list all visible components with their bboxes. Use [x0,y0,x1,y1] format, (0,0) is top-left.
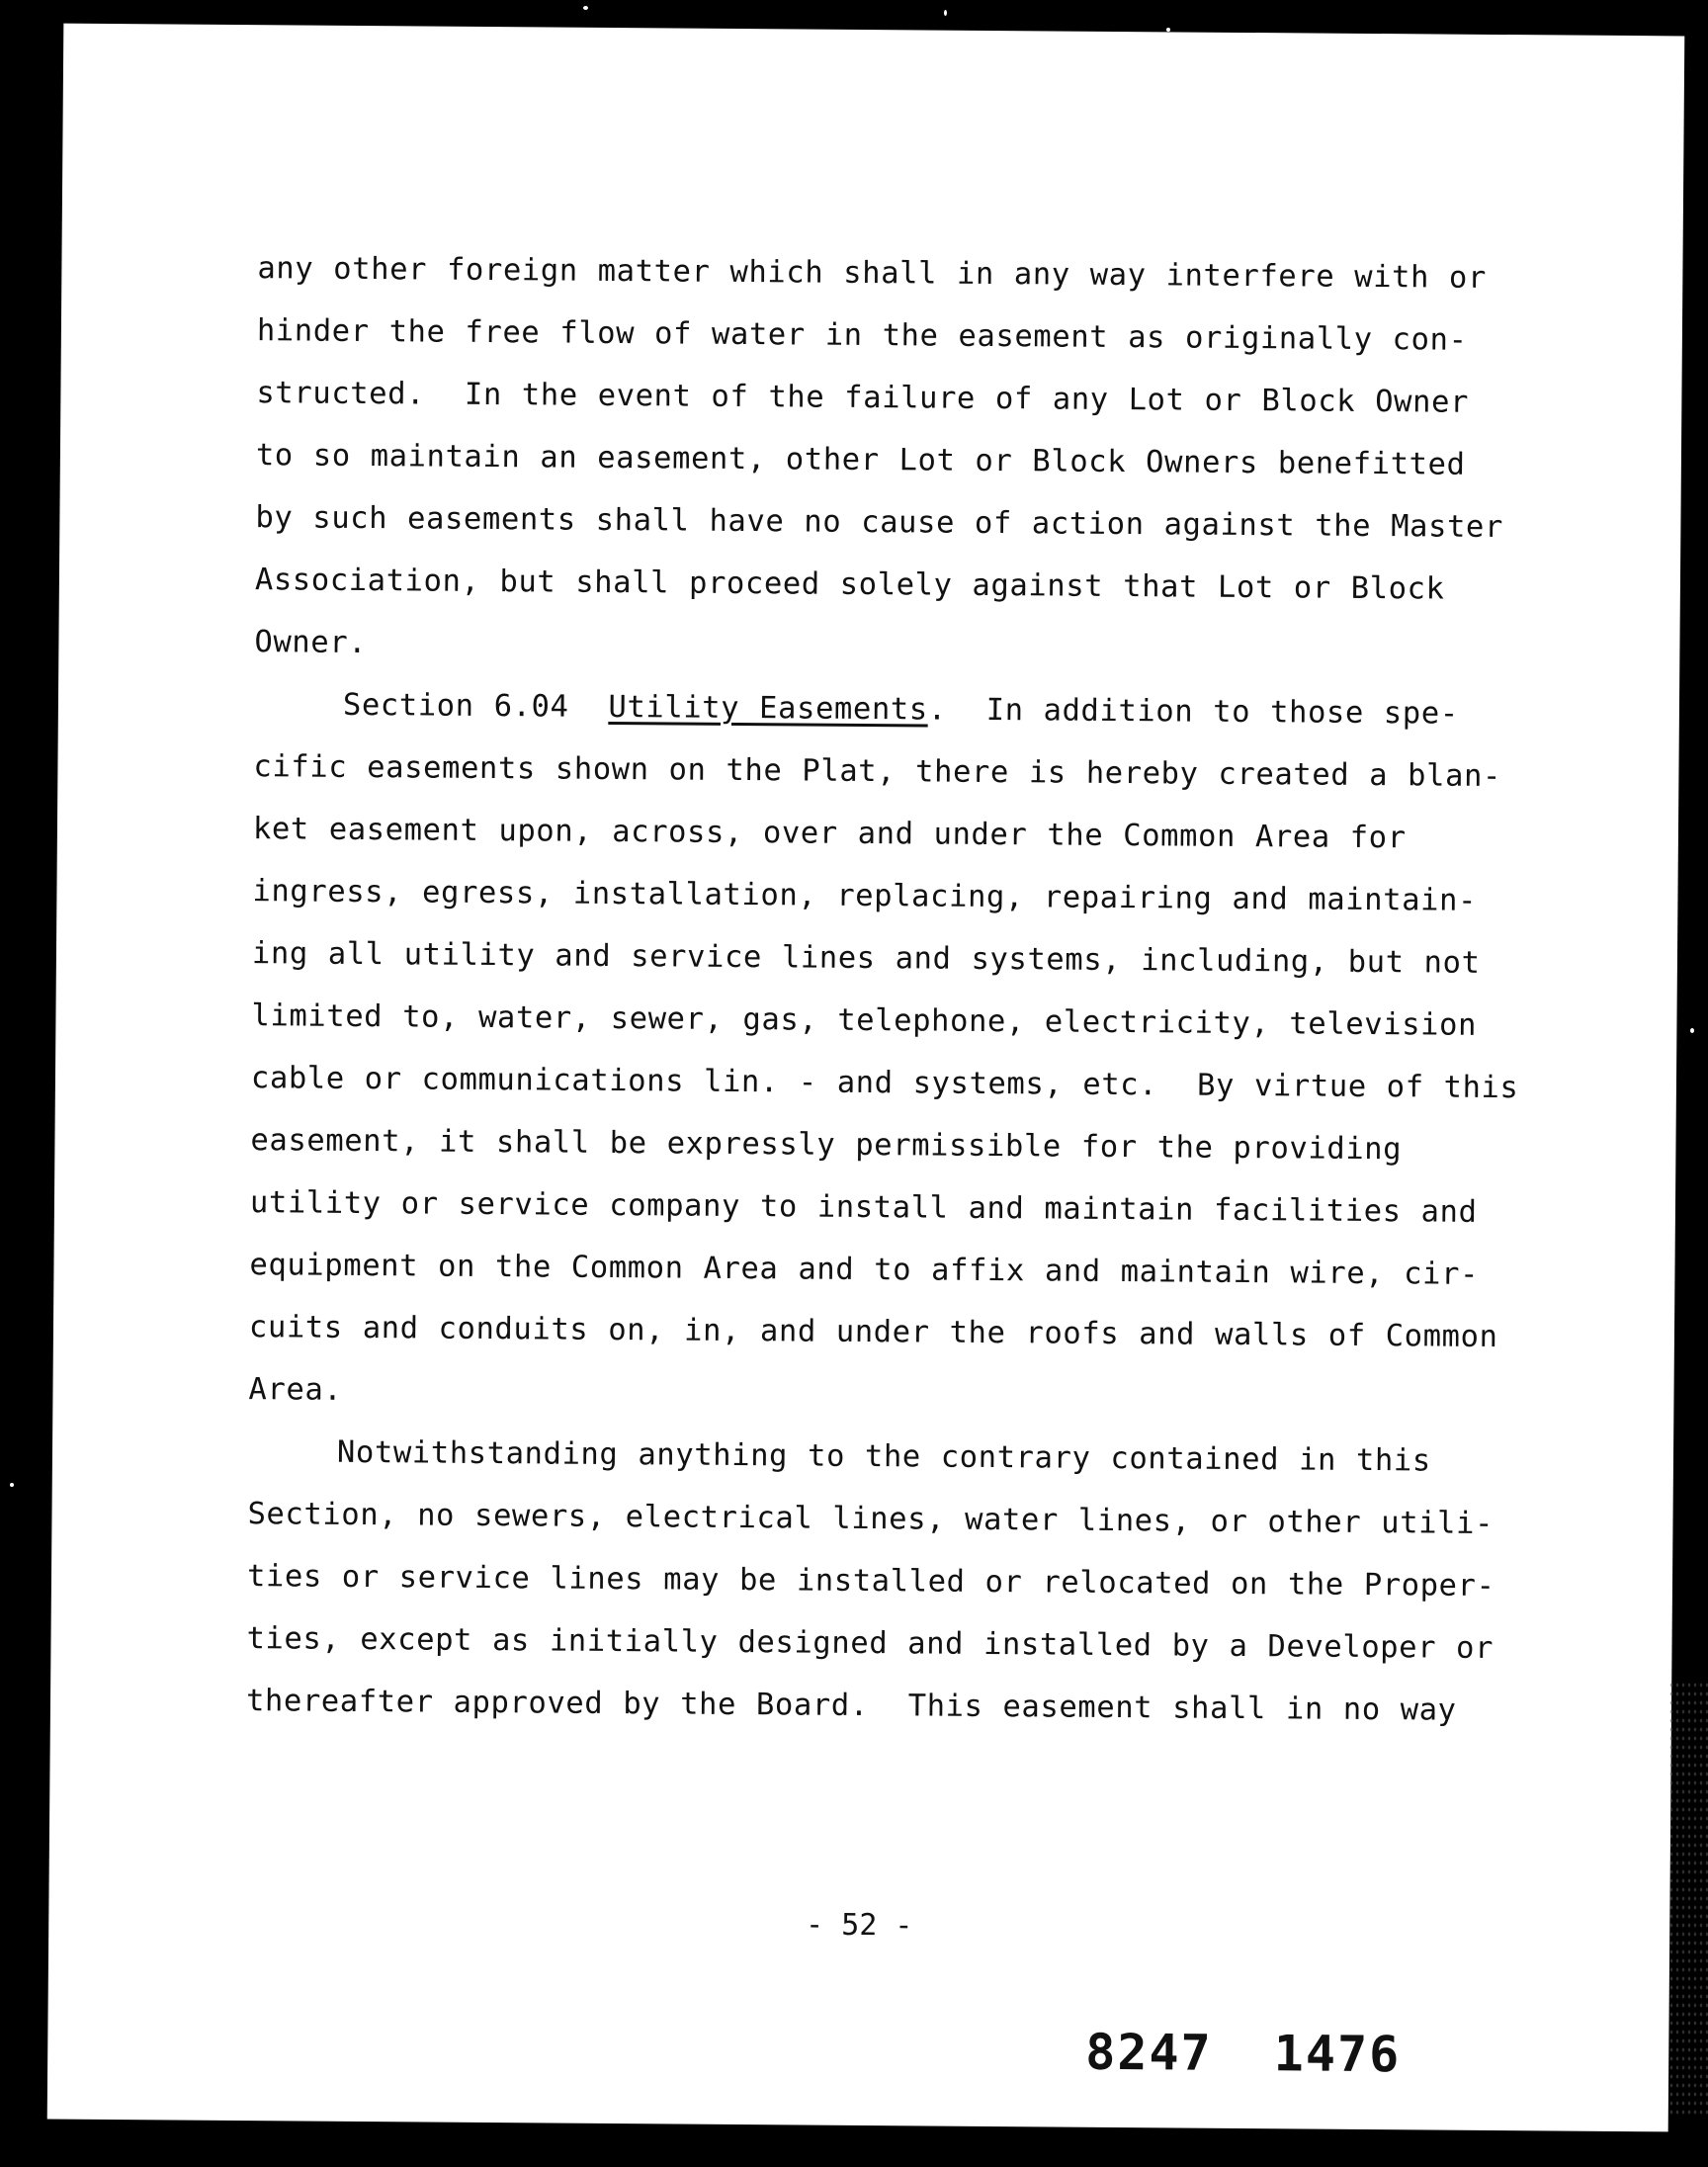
scan-speck [1690,1028,1694,1033]
scan-speck [10,1483,14,1487]
text-line: limited to, water, sewer, gas, telephone, electricity, television [251,998,1478,1043]
text-line: ket easement upon, across, over and under the Common Area for [252,812,1407,856]
text-line: ties or service lines may be installed or relocated on the Proper- [246,1559,1495,1604]
text-line: by such easements shall have no cause of action against the Master [255,500,1504,546]
text-line: cuits and conduits on, in, and under the roofs and walls of Common [248,1310,1498,1355]
text-line: Association, but shall proceed solely against that Lot or Block [254,563,1445,607]
scan-speck [583,6,588,10]
text-line: ing all utility and service lines and systems, including, but not [251,936,1481,981]
text-line: ingress, egress, installation, replacing, repairing and maintain- [252,874,1478,918]
text-line: utility or service company to install and maintain facilities and [249,1185,1478,1230]
record-stamp-number: 8247 1476 [1085,2023,1402,2084]
text-line: hinder the free flow of water in the easement as originally con- [256,313,1468,358]
text-line: thereafter approved by the Board. This easement shall in no way [245,1684,1457,1728]
text-line: ties, except as initially designed and installed by a Developer or [246,1621,1494,1667]
text-line: cific easements shown on the Plat, there is hereby created a blan- [253,749,1502,795]
text-line: easement, it shall be expressly permissible for the providing [250,1123,1403,1168]
text-line: Section, no sewers, electrical lines, water lines, or other utili- [247,1497,1494,1542]
text-line: Notwithstanding anything to the contrary contained in this [336,1434,1431,1479]
scan-speck [1166,28,1170,32]
section-title: Utility Easements [608,689,928,728]
section-number: Section 6.04 [342,687,569,725]
document-page [47,24,1685,2132]
section-heading-line [254,673,1569,745]
text-line: structed. In the event of the failure of any Lot or Block Owner [256,376,1470,420]
text-line: Owner. [254,625,368,661]
document-body [246,237,1573,1742]
text-line: any other foreign matter which shall in any way interfere with or [257,251,1488,296]
page-number: - 52 - [805,1907,913,1944]
section-heading-continuation: . In addition to those spe- [927,692,1459,732]
scan-noise-edge [1668,1681,1708,2116]
text-line: to so maintain an easement, other Lot or Block Owners benefitted [255,438,1466,482]
text-line: cable or communications lin. - and systems, etc. By virtue of this [250,1061,1519,1106]
scan-speck [944,10,947,16]
text-line: equipment on the Common Area and to affix and maintain wire, cir- [249,1248,1480,1292]
text-line: Area. [248,1372,343,1408]
